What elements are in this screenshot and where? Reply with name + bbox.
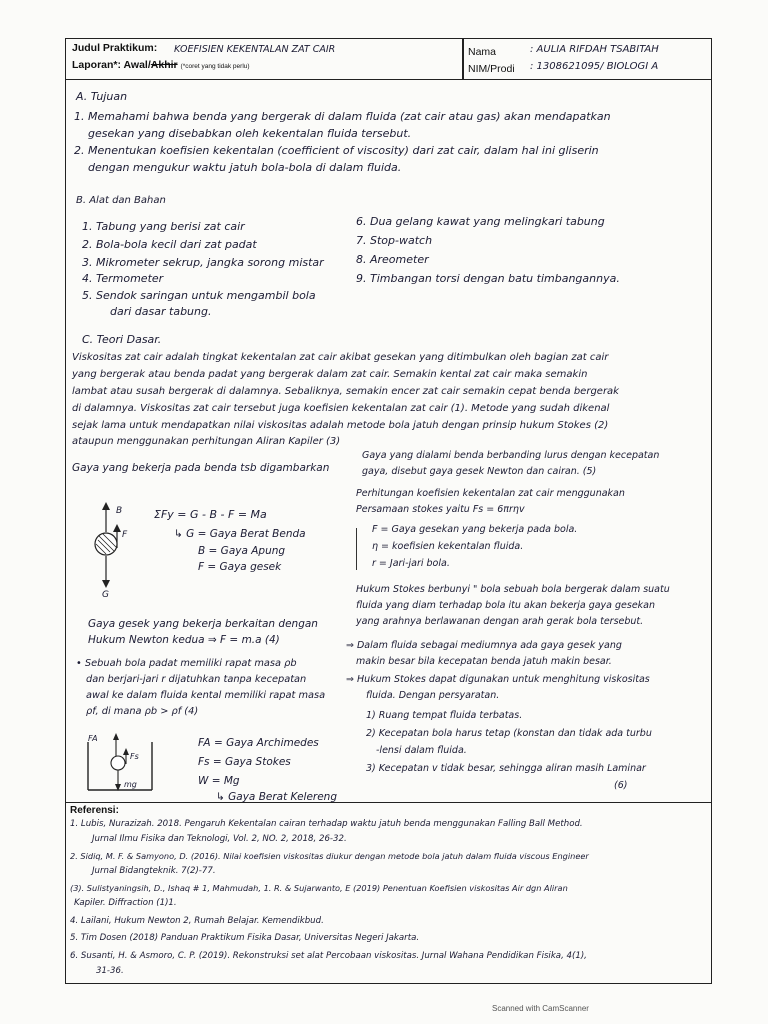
teori-right-line: fluida yang diam terhadap bola itu akan bekerja gaya gesekan: [356, 600, 656, 611]
tujuan-line: dengan mengukur waktu jatuh bola-bola di dalam fluida.: [88, 161, 402, 174]
alat-heading: B. Alat dan Bahan: [76, 195, 166, 206]
teori-right-line: makin besar bila kecepatan benda jatuh makin besar.: [356, 656, 612, 667]
bola-line: • Sebuah bola padat memiliki rapat masa ρb: [76, 658, 297, 669]
teori-right-line: Gaya yang dialami benda berbanding lurus dengan kecepatan: [362, 450, 660, 461]
nama-label: Nama: [468, 46, 497, 58]
tujuan-line: 2. Menentukan koefisien kekentalan (coefficient of viscosity) dari zat cair, dalam hal ini gliserin: [74, 144, 599, 157]
force-def: FA = Gaya Archimedes: [198, 737, 319, 749]
gesek-line: Hukum Newton kedua ⇒ F = m.a (4): [88, 634, 280, 646]
teori-right-line: η = koefisien kekentalan fluida.: [372, 541, 524, 552]
teori-right-line: 1) Ruang tempat fluida terbatas.: [366, 710, 523, 721]
teori-right-line: yang arahnya berlawanan dengan arah gerak bola tersebut.: [356, 616, 644, 627]
judul-value: KOEFISIEN KEKENTALAN ZAT CAIR: [174, 44, 336, 55]
ref-line: 1. Lubis, Nurazizah. 2018. Pengaruh Kekentalan cairan terhadap waktu jatuh benda menggunakan Falling Ball Method.: [70, 819, 583, 829]
nim-label: NIM/Prodi: [468, 63, 515, 75]
force-label-fs: Fs: [130, 752, 139, 761]
bola-line: awal ke dalam fluida kental memiliki rapat masa: [86, 690, 326, 701]
header: [66, 39, 711, 80]
tujuan-heading: A. Tujuan: [76, 90, 128, 103]
teori-right-line: Persamaan stokes yaitu Fs = 6πrηv: [356, 504, 525, 515]
teori-paragraph-line: sejak lama untuk mendapatkan nilai viskositas adalah metode bola jatuh dengan prinsip hukum Stokes (2): [72, 420, 609, 431]
teori-paragraph-line: yang bergerak atau benda padat yang bergerak dalam zat cair. Semakin kental zat cair maka semakin: [72, 369, 588, 380]
teori-heading: C. Teori Dasar.: [82, 333, 162, 346]
teori-right-line: Hukum Stokes berbunyi " bola sebuah bola bergerak dalam suatu: [356, 584, 670, 595]
teori-right-line: gaya, disebut gaya gesek Newton dan cairan. (5): [362, 466, 597, 477]
teori-right-line: r = Jari-jari bola.: [372, 558, 450, 569]
teori-right-line: ⇒ Hukum Stokes dapat digunakan untuk menghitung viskositas: [346, 674, 650, 685]
teori-right-line: Perhitungan koefisien kekentalan zat cair menggunakan: [356, 488, 625, 499]
alat-item: 2. Bola-bola kecil dari zat padat: [82, 238, 257, 251]
laporan-note: (*coret yang tidak perlu): [180, 63, 250, 70]
alat-item: 8. Areometer: [356, 253, 429, 266]
teori-paragraph-line: Viskositas zat cair adalah tingkat kekentalan zat cair akibat gesekan yang ditimbulkan oleh bagian zat cair: [72, 352, 609, 363]
alat-item: 1. Tabung yang berisi zat cair: [82, 220, 245, 233]
ref-line: (3). Sulistyaningsih, D., Ishaq # 1, Mahmudah, 1. R. & Sujarwanto, E (2019) Penentuan Koefisien viskositas Air dgn Aliran: [70, 883, 568, 893]
teori-paragraph-line: ataupun menggunakan perhitungan Aliran Kapiler (3): [72, 436, 341, 447]
ref-line: 2. Sidiq, M. F. & Samyono, D. (2016). Nilai koefisien viskositas diukur dengan metode bola jatuh dalam fluida viscous Engineer: [70, 851, 589, 861]
alat-item: 5. Sendok saringan untuk mengambil bola: [82, 289, 316, 302]
force-def: Fs = Gaya Stokes: [198, 756, 291, 768]
force-label-fa: FA: [88, 734, 98, 743]
teori-right-line: fluida. Dengan persyaratan.: [366, 690, 500, 701]
ref-line: Jurnal Bidangteknik. 7(2)-77.: [92, 866, 216, 876]
worksheet: [65, 38, 712, 984]
teori-right-line: F = Gaya gesekan yang bekerja pada bola.: [372, 524, 578, 535]
force-def: W = Mg: [198, 775, 240, 787]
scanner-watermark: Scanned with CamScanner: [492, 1004, 589, 1013]
force-def: B = Gaya Apung: [198, 545, 286, 557]
teori-right-line: 2) Kecepatan bola harus tetap (konstan dan tidak ada turbu: [366, 728, 652, 739]
header-divider: [462, 39, 464, 79]
ref-line: 6. Susanti, H. & Asmoro, C. P. (2019). Rekonstruksi set alat Percobaan viskositas. Jurnal Wahana Pendidikan Fisika, 4(1),: [70, 951, 587, 961]
teori-right-line: -lensi dalam fluida.: [376, 745, 467, 756]
gaya-intro: Gaya yang bekerja pada benda tsb digambarkan: [72, 462, 330, 474]
nim-value: : 1308621095/ BIOLOGI A: [530, 61, 659, 72]
references: [66, 802, 711, 984]
force-def: F = Gaya gesek: [198, 561, 282, 573]
laporan-label: Laporan*: Awal/Akhir (*coret yang tidak perlu): [72, 59, 250, 71]
bracket-line: [356, 528, 357, 570]
force-def: ↳ Gaya Berat Kelereng: [216, 791, 338, 803]
laporan-struck: Akhir: [150, 59, 178, 71]
alat-item: 9. Timbangan torsi dengan batu timbangannya.: [356, 272, 620, 285]
alat-item: dari dasar tabung.: [110, 305, 212, 318]
alat-item: 4. Termometer: [82, 272, 164, 285]
ref-heading: Referensi:: [70, 805, 119, 816]
judul-label: Judul Praktikum:: [72, 42, 158, 54]
force-label-mg: mg: [124, 780, 137, 789]
gesek-line: Gaya gesek yang bekerja berkaitan dengan: [88, 618, 318, 630]
force-def: ↳ G = Gaya Berat Benda: [174, 528, 306, 540]
tujuan-line: 1. Memahami bahwa benda yang bergerak di dalam fluida (zat cair atau gas) akan mendapatkan: [74, 110, 611, 123]
nama-value: : AULIA RIFDAH TSABITAH: [530, 44, 659, 55]
ref-line: Jurnal Ilmu Fisika dan Teknologi, Vol. 2, NO. 2, 2018, 26-32.: [92, 834, 347, 844]
teori-paragraph-line: di dalamnya. Viskositas zat cair tersebut juga koefisien kekentalan zat cair (1). Metode yang sudah dikenal: [72, 403, 610, 414]
ref-line: Kapiler. Diffraction (1)1.: [74, 898, 177, 908]
alat-item: 3. Mikrometer sekrup, jangka sorong mistar: [82, 256, 324, 269]
teori-right-line: ⇒ Dalam fluida sebagai mediumnya ada gaya gesek yang: [346, 640, 622, 651]
force-label-b: B: [116, 506, 123, 516]
ref-line: 4. Lailani, Hukum Newton 2, Rumah Belajar. Kemendikbud.: [70, 916, 324, 926]
alat-item: 7. Stop-watch: [356, 234, 433, 247]
main-content: [66, 80, 711, 802]
ref-line: 5. Tim Dosen (2018) Panduan Praktikum Fisika Dasar, Universitas Negeri Jakarta.: [70, 933, 420, 943]
bola-line: dan berjari-jari r dijatuhkan tanpa kecepatan: [86, 674, 307, 685]
tujuan-line: gesekan yang disebabkan oleh kekentalan fluida tersebut.: [88, 127, 412, 140]
teori-paragraph-line: lambat atau susah bergerak di dalamnya. Sebaliknya, semakin encer zat cair semakin cepat benda bergerak: [72, 386, 619, 397]
teori-right-line: 3) Kecepatan v tidak besar, sehingga aliran masih Laminar: [366, 763, 646, 774]
sum-equation: ΣFy = G - B - F = Ma: [154, 508, 267, 521]
force-label-f: F: [122, 530, 128, 540]
alat-item: 6. Dua gelang kawat yang melingkari tabung: [356, 215, 605, 228]
force-label-g: G: [102, 590, 109, 600]
bola-line: ρf, di mana ρb > ρf (4): [86, 706, 199, 717]
ball-force-diagram: [86, 500, 136, 590]
ref-line: 31-36.: [96, 966, 124, 976]
teori-right-line: (6): [614, 780, 628, 791]
